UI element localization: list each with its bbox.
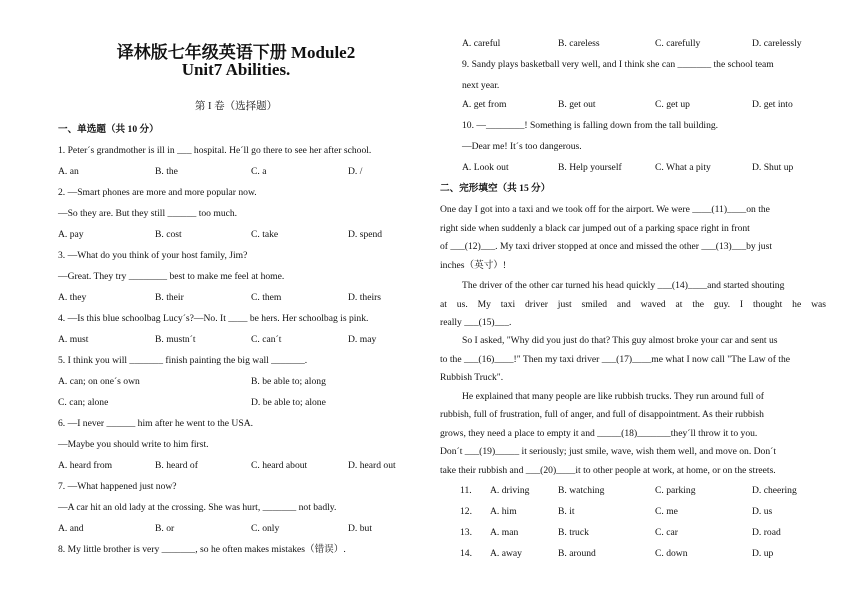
paragraph-line: right side when suddenly a black car jumped out of a parking space right in front bbox=[440, 223, 750, 234]
paragraph-line: So I asked, "Why did you just do that? This guy almost broke your car and sent us bbox=[462, 335, 778, 346]
paragraph-line: rubbish, full of frustration, full of anger, and full of disappointment. As their rubbish bbox=[440, 409, 764, 420]
paragraph-line: take their rubbish and ___(20)____it to other people at work, at home, or on the streets. bbox=[440, 465, 776, 476]
option-a: A. must bbox=[58, 334, 89, 345]
option-b: B. Help yourself bbox=[558, 162, 622, 173]
question-1: 1. Peter´s grandmother is ill in ___ hospital. He´ll go there to see her after school. bbox=[58, 145, 372, 156]
volume-heading: 第 I 卷（选择题） bbox=[194, 101, 278, 112]
option-b: B. mustn´t bbox=[155, 334, 196, 345]
option-d: D. cheering bbox=[752, 485, 797, 496]
option-a: A. man bbox=[490, 527, 519, 538]
option-c: C. parking bbox=[655, 485, 696, 496]
option-d: D. be able to; alone bbox=[251, 397, 326, 408]
option-c: C. What a pity bbox=[655, 162, 711, 173]
option-c: C. can; alone bbox=[58, 397, 109, 408]
question-4: 4. —Is this blue schoolbag Lucy´s?—No. It ____ be hers. Her schoolbag is pink. bbox=[58, 313, 369, 324]
option-c: C. down bbox=[655, 548, 688, 559]
paragraph-line: to the ___(16)____!" Then my taxi driver ___(17)____me what I now call "The Law of the bbox=[440, 354, 791, 365]
option-b: B. the bbox=[155, 166, 178, 177]
paragraph-line: He explained that many people are like rubbish trucks. They run around full of bbox=[462, 391, 764, 402]
option-a: A. they bbox=[58, 292, 87, 303]
option-c: C. only bbox=[251, 523, 280, 534]
option-a: A. get from bbox=[462, 99, 507, 110]
option-a: A. heard from bbox=[58, 460, 113, 471]
option-b: B. watching bbox=[558, 485, 605, 496]
section-1-heading: 一、单选题（共 10 分） bbox=[58, 124, 159, 135]
option-a: A. him bbox=[490, 506, 517, 517]
option-d: D. but bbox=[348, 523, 372, 534]
question-6-line-1: 6. —I never ______ him after he went to the USA. bbox=[58, 418, 254, 429]
option-b: B. around bbox=[558, 548, 596, 559]
question-2-line-2: —So they are. But they still ______ too much. bbox=[58, 208, 238, 219]
option-d: D. may bbox=[348, 334, 377, 345]
option-b: B. careless bbox=[558, 38, 600, 49]
option-c: C. them bbox=[251, 292, 282, 303]
question-9-line-1: 9. Sandy plays basketball very well, and I think she can _______ the school team bbox=[462, 59, 774, 70]
question-10-line-1: 10. —________! Something is falling down from the tall building. bbox=[462, 120, 719, 131]
question-number: 13. bbox=[460, 527, 472, 538]
option-b: B. or bbox=[155, 523, 175, 534]
option-a: A. pay bbox=[58, 229, 84, 240]
question-2-line-1: 2. —Smart phones are more and more popular now. bbox=[58, 187, 257, 198]
option-d: D. road bbox=[752, 527, 781, 538]
option-c: C. me bbox=[655, 506, 678, 517]
paragraph-line: grows, they need a place to empty it and _____(18)_______they´ll throw it to you. bbox=[440, 428, 758, 439]
paragraph-line: One day I got into a taxi and we took off for the airport. We were ____(11)____on the bbox=[440, 204, 770, 215]
option-c: C. heard about bbox=[251, 460, 308, 471]
question-5: 5. I think you will _______ finish painting the big wall _______. bbox=[58, 355, 308, 366]
question-number: 12. bbox=[460, 506, 472, 517]
option-d: D. heard out bbox=[348, 460, 396, 471]
question-10-line-2: —Dear me! It´s too dangerous. bbox=[462, 141, 582, 152]
paragraph-line: at us. My taxi driver just smiled and waved at the guy. I thought he was bbox=[440, 299, 826, 310]
question-9-line-2: next year. bbox=[462, 80, 500, 91]
option-c: C. can´t bbox=[251, 334, 282, 345]
question-3-line-1: 3. —What do you think of your host family, Jim? bbox=[58, 250, 248, 261]
option-a: A. and bbox=[58, 523, 84, 534]
question-3-line-2: —Great. They try ________ best to make me feel at home. bbox=[58, 271, 285, 282]
question-6-line-2: —Maybe you should write to him first. bbox=[58, 439, 209, 450]
option-d: D. spend bbox=[348, 229, 383, 240]
question-7-line-1: 7. —What happened just now? bbox=[58, 481, 177, 492]
option-d: D. / bbox=[348, 166, 363, 177]
option-c: C. car bbox=[655, 527, 678, 538]
option-b: B. be able to; along bbox=[251, 376, 326, 387]
option-b: B. heard of bbox=[155, 460, 198, 471]
option-b: B. get out bbox=[558, 99, 596, 110]
option-d: D. Shut up bbox=[752, 162, 794, 173]
question-7-line-2: —A car hit an old lady at the crossing. She was hurt, _______ not badly. bbox=[58, 502, 337, 513]
option-d: D. get into bbox=[752, 99, 793, 110]
title-line-2: Unit7 Abilities. bbox=[181, 60, 291, 79]
option-c: C. get up bbox=[655, 99, 690, 110]
paragraph-line: Rubbish Truck". bbox=[440, 372, 504, 383]
option-c: C. take bbox=[251, 229, 279, 240]
option-a: A. careful bbox=[462, 38, 501, 49]
option-b: B. cost bbox=[155, 229, 182, 240]
paragraph-line: The driver of the other car turned his head quickly ___(14)____and started shouting bbox=[462, 280, 785, 291]
question-8: 8. My little brother is very _______, so he often makes mistakes（错误）. bbox=[58, 544, 346, 555]
option-c: C. carefully bbox=[655, 38, 701, 49]
option-a: A. driving bbox=[490, 485, 530, 496]
option-d: D. theirs bbox=[348, 292, 382, 303]
question-number: 14. bbox=[460, 548, 472, 559]
option-c: C. a bbox=[251, 166, 267, 177]
option-d: D. us bbox=[752, 506, 773, 517]
option-b: B. it bbox=[558, 506, 575, 517]
title-line-1: 译林版七年级英语下册 Module2 bbox=[116, 43, 356, 62]
option-a: A. away bbox=[490, 548, 522, 559]
section-2-heading: 二、完形填空（共 15 分） bbox=[440, 183, 551, 194]
option-d: D. carelessly bbox=[752, 38, 802, 49]
option-d: D. up bbox=[752, 548, 774, 559]
option-a: A. Look out bbox=[462, 162, 509, 173]
paragraph-line: really ___(15)___. bbox=[440, 317, 512, 328]
paragraph-line: Don´t ___(19)_____ it seriously; just smile, wave, wish them well, and move on. Don´t bbox=[440, 446, 777, 457]
option-b: B. their bbox=[155, 292, 184, 303]
question-number: 11. bbox=[460, 485, 472, 496]
paragraph-line: inches（英寸）! bbox=[440, 260, 507, 271]
paragraph-line: of ___(12)___. My taxi driver stopped at once and missed the other ___(13)___by just bbox=[440, 241, 772, 252]
option-a: A. an bbox=[58, 166, 79, 177]
option-b: B. truck bbox=[558, 527, 589, 538]
option-a: A. can; on one´s own bbox=[58, 376, 140, 387]
